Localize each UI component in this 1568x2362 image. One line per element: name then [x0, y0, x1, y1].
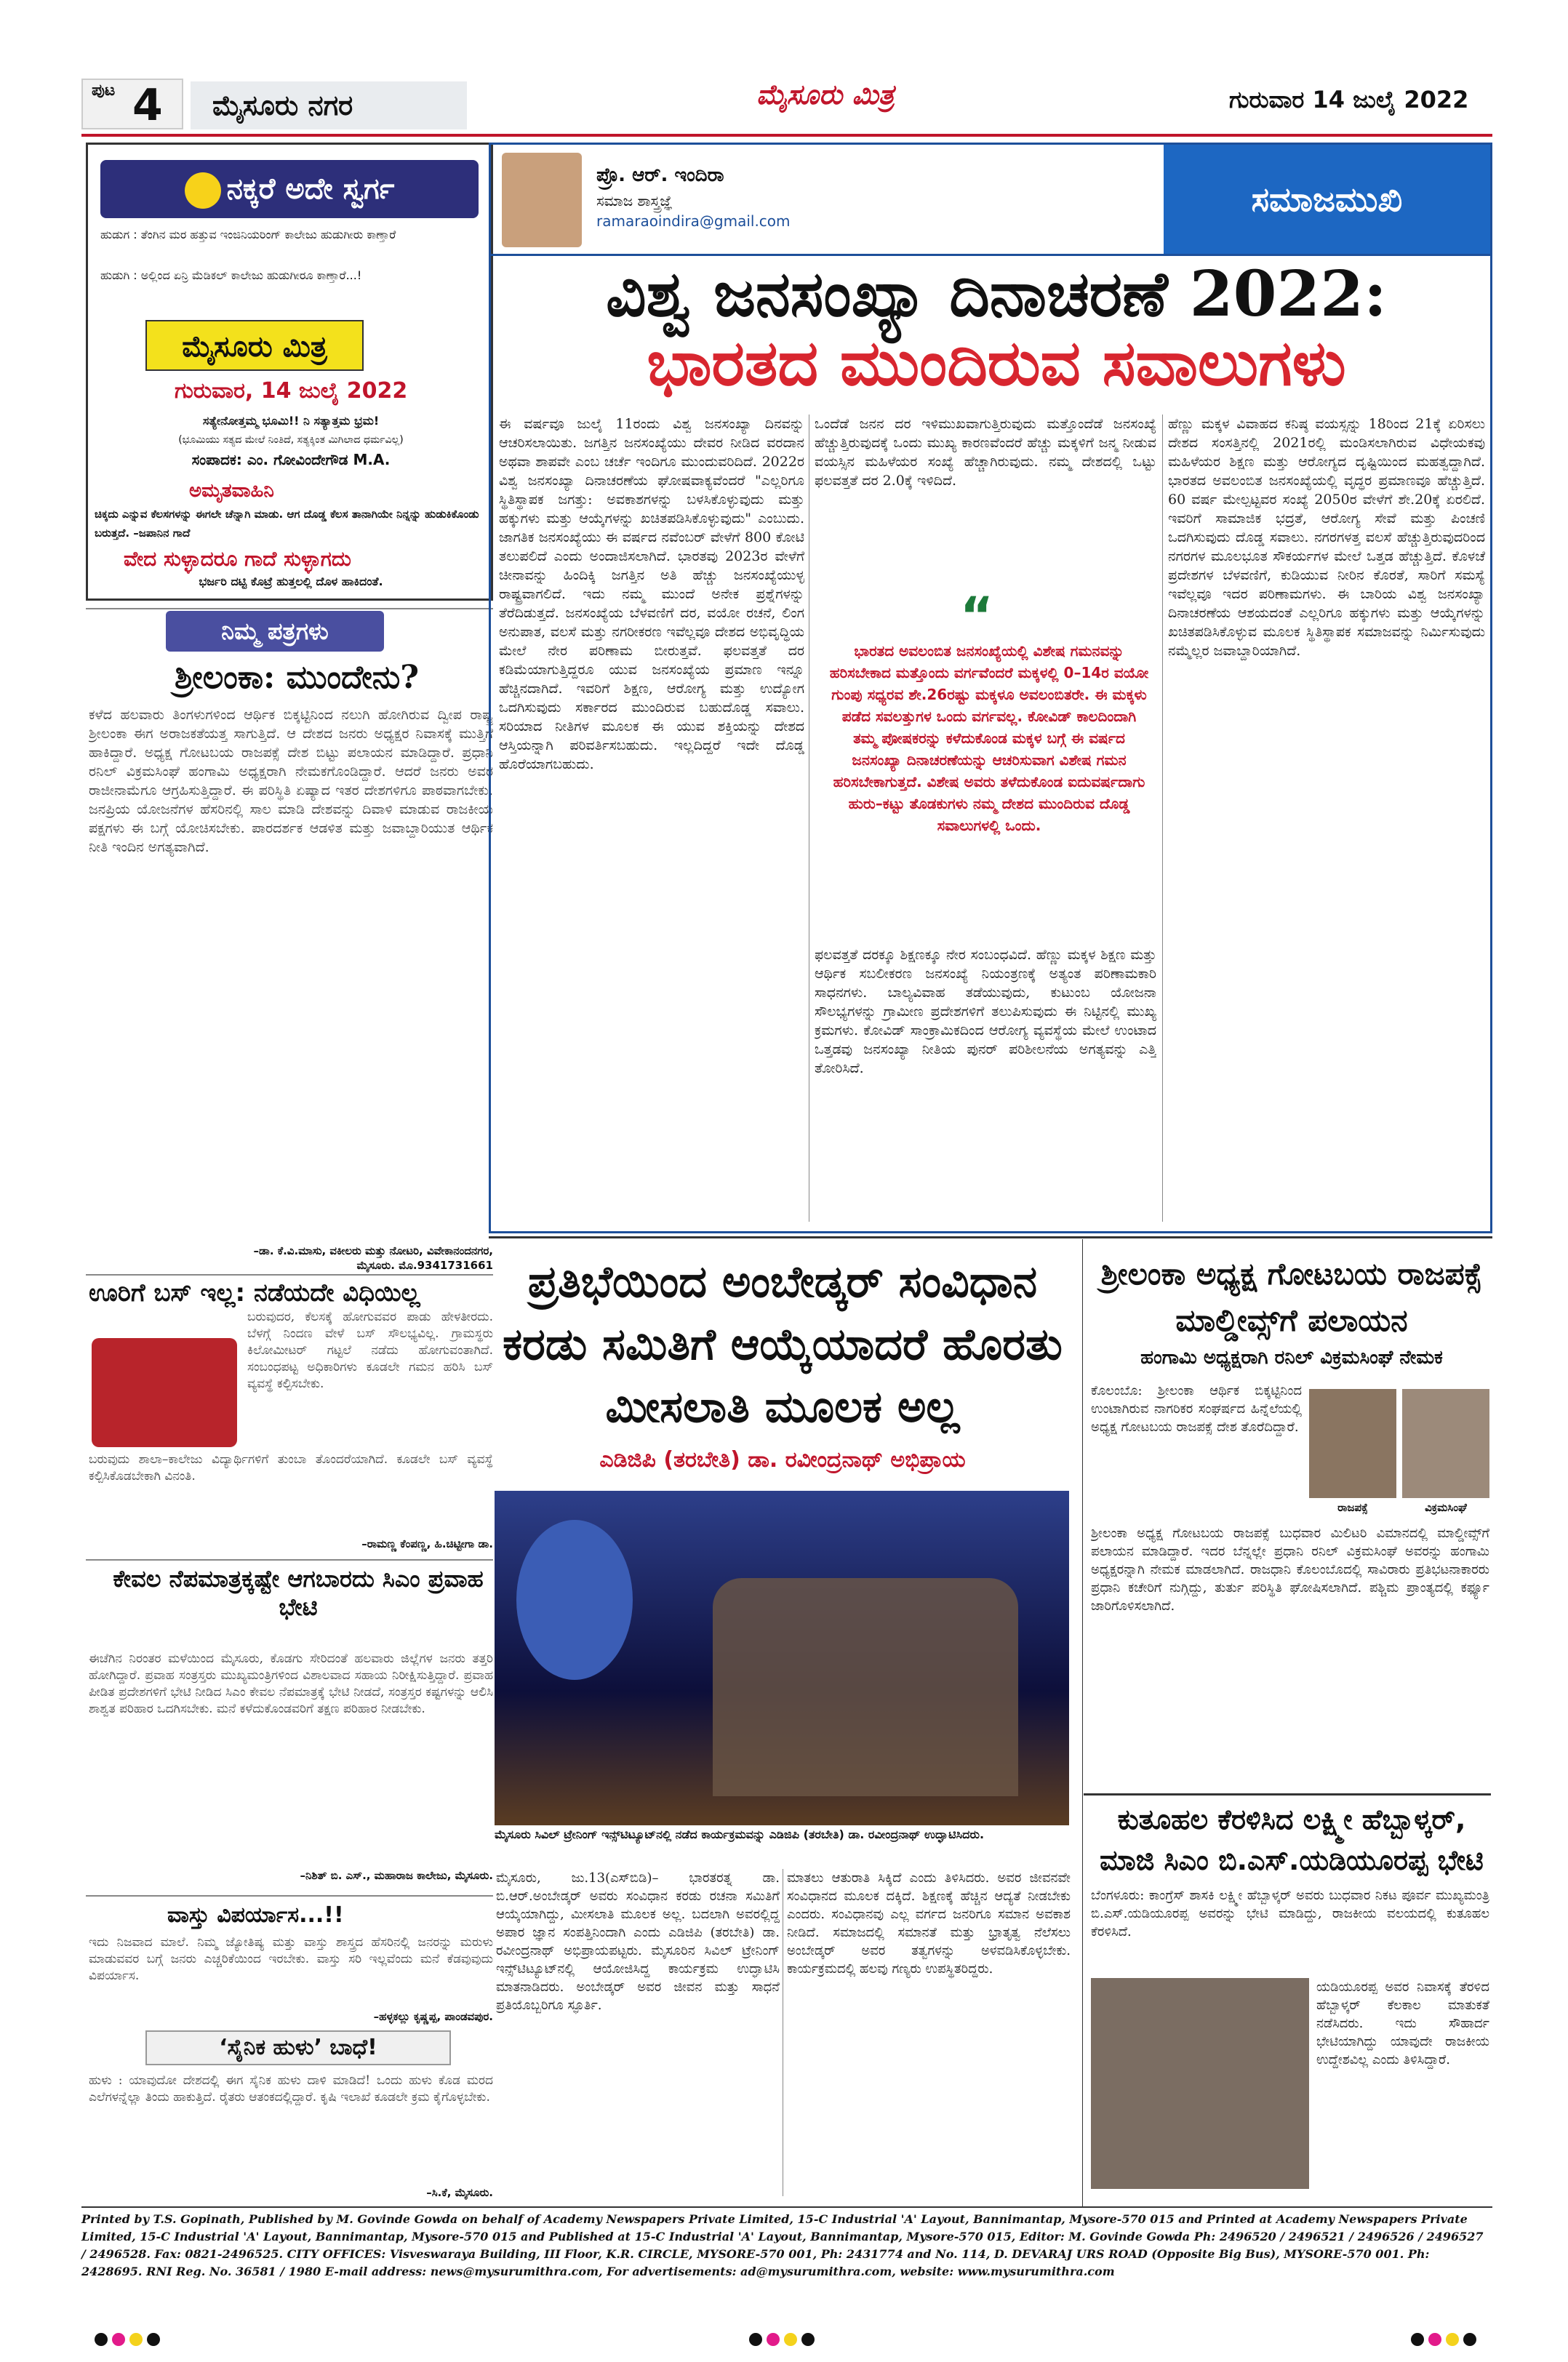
joke-line-1: ಹುಡುಗ : ತೆಂಗಿನ ಮರ ಹತ್ತುವ ಇಂಜಿನಿಯರಿಂಗ್ ಕಾಲೇಜು ಹುಡುಗೀರು ಕಾಣ್ತಾರೆ [100, 228, 396, 241]
ambedkar-headline: ಪ್ರತಿಭೆಯಿಂದ ಅಂಬೇಡ್ಕರ್ ಸಂವಿಧಾನ ಕರಡು ಸಮಿತಿಗೆ ಆಯ್ಕೆಯಾದರೆ ಹೊರತು ಮೀಸಲಾತಿ ಮೂಲಕ ಅಲ್ಲ [503, 1257, 1063, 1433]
ambedkar-subheadline: ಎಡಿಜಿಪಿ (ತರಬೇತಿ) ಡಾ. ರವೀಂದ್ರನಾಥ್ ಅಭಿಪ್ರಾಯ [599, 1447, 966, 1473]
headline-line-1: ವಿಶ್ವ ಜನಸಂಖ್ಯಾ ದಿನಾಚರಣೆ 2022: [606, 257, 1387, 331]
proverb-title: ವೇದ ಸುಳ್ಳಾದರೂ ಗಾದೆ ಸುಳ್ಳಾಗದು [124, 547, 351, 571]
article-column-3: ಹೆಣ್ಣು ಮಕ್ಕಳ ವಿವಾಹದ ಕನಿಷ್ಠ ವಯಸ್ಸನ್ನು 18ರಿಂದ 21ಕ್ಕೆ ಏರಿಸಲು ದೇಶದ ಸಂಸತ್ತಿನಲ್ಲಿ 2021ರಲ್ಲಿ ಮಂಡಿಸಲಾಗಿರುವ ವಿಧೇಯಕವು ಮಹಿಳೆಯರ ಶಿಕ್ಷಣ ಮತ್ತು ಆರೋಗ್ಯದ ದೃಷ್ಟಿಯಿಂದ ಮಹತ್ವದ್ದಾಗಿದೆ. ಭಾರತದ ಅವಲಂಬಿತ ಜನಸಂಖ್ಯೆಯಲ್ಲಿ ವೃದ್ಧರ ಪ್ರಮಾಣವೂ ಹೆಚ್ಚುತ್ತಿದೆ. 60 ವರ್ಷ ಮೇಲ್ಪಟ್ಟವರ ಸಂಖ್ಯೆ 2050ರ ವೇಳೆಗೆ ಶೇ.20ಕ್ಕೆ ಏರಲಿದೆ. ಇವರಿಗೆ ಸಾಮಾಜಿಕ ಭದ್ರತೆ, ಆರೋಗ್ಯ ಸೇವೆ ಮತ್ತು ಪಿಂಚಣಿ ಒದಗಿಸುವುದು ದೊಡ್ಡ ಸವಾಲು. ನಗರಗಳತ್ತ ವಲಸೆ ಹೆಚ್ಚುತ್ತಿರುವುದರಿಂದ ನಗರಗಳ ಮೂಲಭೂತ ಸೌಕರ್ಯಗಳ ಮೇಲೆ ಒತ್ತಡ ಹೆಚ್ಚುತ್ತಿದೆ. ಕೊಳಚೆ ಪ್ರದೇಶಗಳ ಬೆಳವಣಿಗೆ, ಕುಡಿಯುವ ನೀರಿನ ಕೊರತೆ, ಸಾರಿಗೆ ಸಮಸ್ಯೆ ಇವೆಲ್ಲವೂ ಇದರ ಪರಿಣಾಮಗಳು. ಈ ಬಾರಿಯ ವಿಶ್ವ ಜನಸಂಖ್ಯಾ ದಿನಾಚರಣೆಯ ಆಶಯದಂತೆ ಎಲ್ಲರಿಗೂ ಹಕ್ಕುಗಳು ಮತ್ತು ಆಯ್ಕೆಗಳನ್ನು ಖಚಿತಪಡಿಸಿಕೊಳ್ಳುವ ಮೂಲಕ ಸ್ಥಿತಿಸ್ಥಾಪಕ ಸಮಾಜವನ್ನು ನಿರ್ಮಿಸುವುದು ನಮ್ಮೆಲ್ಲರ ಜವಾಬ್ದಾರಿಯಾಗಿದೆ. [1168, 416, 1485, 659]
column-divider [1082, 1239, 1083, 2206]
joke-title: ನಕ್ಕರೆ ಅದೇ ಸ್ವರ್ಗ [226, 172, 395, 206]
bus-photo [92, 1338, 237, 1447]
letter-2-signature: –ರಾಮಣ್ಣ ಕೆಂಪಣ್ಣ, ಹಿ.ಚಿಟ್ಟೀಗಾ ಡಾ. [361, 1537, 493, 1550]
quote-icon: “ [960, 586, 994, 646]
rajapaksa-photo [1309, 1389, 1396, 1498]
letter-3-title: ಕೇವಲ ನೆಪಮಾತ್ರಕ್ಕಷ್ಟೇ ಆಗಬಾರದು ಸಿಎಂ ಪ್ರವಾಹ ಭೇಟಿ [113, 1565, 484, 1621]
motto: ಸತ್ಯೇನೋತ್ತಮ್ಮ ಭೂಮಿ!! ನಿ ಸತ್ಯಾತ್ತಮ ಭ್ರಮ! [202, 414, 380, 428]
photo-caption-2: ವಿಕ್ರಮಸಿಂಘೆ [1425, 1501, 1467, 1514]
page-label: ಪುಟ [92, 81, 116, 100]
pull-quote: ಭಾರತದ ಅವಲಂಬಿತ ಜನಸಂಖ್ಯೆಯಲ್ಲಿ ವಿಶೇಷ ಗಮನವನ್ನು ಹರಿಸಬೇಕಾದ ಮತ್ತೊಂದು ವರ್ಗವೆಂದರೆ ಮಕ್ಕಳಲ್ಲಿ 0–14ರ ವಯೋ ಗುಂಪು ಸಧ್ಯರವ ಶೇ.26ರಷ್ಟು ಮಕ್ಕಳೂ ಅವಲಂಬಿತರೇ. ಈ ಮಕ್ಕಳು ಪಡೆದ ಸವಲತ್ತುಗಳ ಒಂದು ವರ್ಗವಲ್ಲ. ಕೋವಿಡ್ ಕಾಲದಿಂದಾಗಿ ತಮ್ಮ ಪೋಷಕರನ್ನು ಕಳೆದುಕೊಂಡ ಮಕ್ಕಳ ಬಗ್ಗೆ ಈ ವರ್ಷದ ಜನಸಂಖ್ಯಾ ದಿನಾಚರಣೆಯನ್ನು ಆಚರಿಸುವಾಗ ವಿಶೇಷ ಗಮನ ಹರಿಸಬೇಕಾಗುತ್ತದೆ. ವಿಶೇಷ ಅವರು ತಳೆದುಕೊಂಡ ಐದುವರ್ಷದಾಗು ಹುರು–ಕಟ್ಟು ತೊಡಕುಗಳು ನಮ್ಮ ದೇಶದ ಮುಂದಿರುವ ದೊಡ್ಡ ಸವಾಲುಗಳಲ್ಲಿ ಒಂದು. [829, 642, 1149, 834]
joke-line-2: ಹುಡುಗಿ : ಅಲ್ಲಿಂದ ಏನ್ರಿ ಮೆಡಿಕಲ್ ಕಾಲೇಜು ಹುಡುಗೀರೂ ಕಾಣ್ತಾರೆ...! [100, 268, 362, 282]
article-column-2-top: ಒಂದೆಡೆ ಜನನ ದರ ಇಳಿಮುಖವಾಗುತ್ತಿರುವುದು ಮತ್ತೊಂದೆಡೆ ಜನಸಂಖ್ಯೆ ಹೆಚ್ಚುತ್ತಿರುವುದಕ್ಕೆ ಒಂದು ಮುಖ್ಯ ಕಾರಣವೆಂದರೆ ಹೆಚ್ಚು ಮಕ್ಕಳಿಗೆ ಜನ್ಮ ನೀಡುವ ವಯಸ್ಸಿನ ಮಹಿಳೆಯರ ಸಂಖ್ಯೆ ಹೆಚ್ಚಾಗಿರುವುದು. ನಮ್ಮ ದೇಶದಲ್ಲಿ ಒಟ್ಟು ಫಲವತ್ತತೆ ದರ 2.0ಕ್ಕೆ ಇಳಿದಿದೆ. [815, 416, 1156, 489]
letter-3-body: ಈಚೆಗಿನ ನಿರಂತರ ಮಳೆಯಿಂದ ಮೈಸೂರು, ಕೊಡಗು ಸೇರಿದಂತೆ ಹಲವಾರು ಜಿಲ್ಲೆಗಳ ಜನರು ತತ್ತರಿ ಹೋಗಿದ್ದಾರೆ. ಪ್ರವಾಹ ಸಂತ್ರಸ್ತರು ಮುಖ್ಯಮಂತ್ರಿಗಳಿಂದ ವಿಶಾಲವಾದ ಸಹಾಯ ನಿರೀಕ್ಷಿಸುತ್ತಿದ್ದಾರೆ. ಪ್ರವಾಹ ಪೀಡಿತ ಪ್ರದೇಶಗಳಿಗೆ ಭೇಟಿ ನೀಡಿದ ಸಿಎಂ ಕೇವಲ ನೆಪಮಾತ್ರಕ್ಕೆ ಭೇಟಿ ನೀಡದೆ, ಸಂತ್ರಸ್ತರ ಕಷ್ಟಗಳನ್ನು ಆಲಿಸಿ ಶಾಶ್ವತ ಪರಿಹಾರ ಒದಗಿಸಬೇಕು. ಮನೆ ಕಳೆದುಕೊಂಡವರಿಗೆ ತಕ್ಷಣ ಪರಿಹಾರ ನೀಡಬೇಕು. [89, 1652, 493, 1716]
divider [86, 608, 493, 609]
letter-1-signature: –ಡಾ. ಕೆ.ವಿ.ಮಾಸು, ವಕೀಲರು ಮತ್ತು ನೋಟರಿ, ವಿವೇಕಾನಂದನಗರ, ಮೈಸೂರು. ಮೊ.9341731661 [253, 1244, 493, 1272]
srilanka-body-2: ಶ್ರೀಲಂಕಾ ಅಧ್ಯಕ್ಷ ಗೋಟಬಯ ರಾಜಪಕ್ಸೆ ಬುಧವಾರ ಮಿಲಿಟರಿ ವಿಮಾನದಲ್ಲಿ ಮಾಲ್ಡೀವ್ಸ್‌ಗೆ ಪಲಾಯನ ಮಾಡಿದ್ದಾರೆ. ಇದರ ಬೆನ್ನಲ್ಲೇ ಪ್ರಧಾನಿ ರನಿಲ್ ವಿಕ್ರಮಸಿಂಘೆ ಅವರನ್ನು ಹಂಗಾಮಿ ಅಧ್ಯಕ್ಷರನ್ನಾಗಿ ನೇಮಕ ಮಾಡಲಾಗಿದೆ. ರಾಜಧಾನಿ ಕೊಲಂಬೊದಲ್ಲಿ ಸಾವಿರಾರು ಪ್ರತಿಭಟನಾಕಾರರು ಪ್ರಧಾನಿ ಕಚೇರಿಗೆ ನುಗ್ಗಿದ್ದು, ತುರ್ತು ಪರಿಸ್ಥಿತಿ ಘೋಷಿಸಲಾಗಿದೆ. ಪಶ್ಚಿಮ ಪ್ರಾಂತ್ಯದಲ್ಲಿ ಕರ್ಫ್ಯೂ ಜಾರಿಗೊಳಿಸಲಾಗಿದೆ. [1091, 1526, 1489, 1614]
registration-dot [129, 2333, 143, 2346]
wickremesinghe-photo [1402, 1389, 1489, 1498]
column-banner: ಸಮಾಜಮುಖಿ [1164, 145, 1490, 254]
letter-4-signature: –ಹಳ್ಳಕಲ್ಲು ಕೃಷ್ಣಪ್ಪ, ಪಾಂಡವಪುರ. [373, 2010, 493, 2023]
srilanka-headline: ಶ್ರೀಲಂಕಾ ಅಧ್ಯಕ್ಷ ಗೋಟಬಯ ರಾಜಪಕ್ಸೆ ಮಾಲ್ಡೀವ್ಸ್‌ಗೆ ಪಲಾಯನ [1100, 1256, 1483, 1338]
portrait-shape [516, 1520, 633, 1680]
letter-4-title: ವಾಸ್ತು ವಿಪರ್ಯಾಸ...!! [167, 1902, 344, 1928]
kutuhala-body-1: ಬೆಂಗಳೂರು: ಕಾಂಗ್ರೆಸ್ ಶಾಸಕಿ ಲಕ್ಷ್ಮೀ ಹೆಬ್ಬಾಳ್ಕರ್ ಅವರು ಬುಧವಾರ ನಿಕಟ ಪೂರ್ವ ಮುಖ್ಯಮಂತ್ರಿ ಬಿ.ಎಸ್.ಯಡಿಯೂರಪ್ಪ ಅವರನ್ನು ಭೇಟಿ ಮಾಡಿದ್ದು, ರಾಜಕೀಯ ವಲಯದಲ್ಲಿ ಕುತೂಹಲ ಕೆರಳಿಸಿದೆ. [1091, 1888, 1489, 1939]
footer-divider [81, 2206, 1492, 2208]
letter-5-title: ‘ಸೈನಿಕ ಹುಳು’ ಬಾಧೆ! [145, 2030, 451, 2065]
page-number-box [81, 79, 183, 129]
photo-caption: ಮೈಸೂರು ಸಿವಿಲ್ ಟ್ರೇನಿಂಗ್ ಇನ್ಸ್‌ಟಿಟ್ಯೂಟ್‌ನಲ್ಲಿ ನಡೆದ ಕಾರ್ಯಕ್ರಮವನ್ನು ಎಡಿಜಿಪಿ (ತರಬೇತಿ) ಡಾ. ರವೀಂದ್ರನಾಥ್ ಉದ್ಘಾಟಿಸಿದರು. [495, 1827, 985, 1841]
page-number: 4 [132, 80, 163, 131]
header-date: ಗುರುವಾರ 14 ಜುಲೈ 2022 [1229, 86, 1469, 113]
smiley-icon [185, 172, 221, 209]
divider [86, 1895, 493, 1897]
header-divider [81, 134, 1492, 137]
registration-dot [749, 2333, 762, 2346]
kutuhala-body-2: ಯಡಿಯೂರಪ್ಪ ಅವರ ನಿವಾಸಕ್ಕೆ ತೆರಳಿದ ಹೆಬ್ಬಾಳ್ಕರ್ ಕೆಲಕಾಲ ಮಾತುಕತೆ ನಡೆಸಿದರು. ಇದು ಸೌಹಾರ್ದ ಭೇಟಿಯಾಗಿದ್ದು ಯಾವುದೇ ರಾಜಕೀಯ ಉದ್ದೇಶವಿಲ್ಲ ಎಂದು ತಿಳಿಸಿದ್ದಾರೆ. [1316, 1979, 1489, 2067]
photo-caption-1: ರಾಜಪಕ್ಸೆ [1337, 1501, 1368, 1514]
column-divider [1162, 415, 1163, 1222]
letter-2-body-cont: ಬರುವುದು ಶಾಲಾ–ಕಾಲೇಜು ವಿದ್ಯಾರ್ಥಿಗಳಿಗೆ ತುಂಬಾ ತೊಂದರೆಯಾಗಿದೆ. ಕೂಡಲೇ ಬಸ್ ವ್ಯವಸ್ಥೆ ಕಲ್ಪಿಸಿಕೊಡಬೇಕಾಗಿ ವಿನಂತಿ. [89, 1452, 493, 1484]
people-shape [713, 1578, 1018, 1796]
motto-translation: (ಭೂಮಿಯು ಸತ್ಯದ ಮೇಲೆ ನಿಂತಿದೆ, ಸತ್ಯಕ್ಕಿಂತ ಮಿಗಿಲಾದ ಧರ್ಮವಿಲ್ಲ) [178, 434, 404, 446]
registration-dot [784, 2333, 797, 2346]
author-email[interactable]: ramaraoindira@gmail.com [596, 212, 791, 230]
article-column-2-bottom: ಫಲವತ್ತತೆ ದರಕ್ಕೂ ಶಿಕ್ಷಣಕ್ಕೂ ನೇರ ಸಂಬಂಧವಿದೆ. ಹೆಣ್ಣು ಮಕ್ಕಳ ಶಿಕ್ಷಣ ಮತ್ತು ಆರ್ಥಿಕ ಸಬಲೀಕರಣ ಜನಸಂಖ್ಯೆ ನಿಯಂತ್ರಣಕ್ಕೆ ಅತ್ಯಂತ ಪರಿಣಾಮಕಾರಿ ಸಾಧನಗಳು. ಬಾಲ್ಯವಿವಾಹ ತಡೆಯುವುದು, ಕುಟುಂಬ ಯೋಜನಾ ಸೌಲಭ್ಯಗಳನ್ನು ಗ್ರಾಮೀಣ ಪ್ರದೇಶಗಳಿಗೆ ತಲುಪಿಸುವುದು ಈ ನಿಟ್ಟಿನಲ್ಲಿ ಮುಖ್ಯ ಕ್ರಮಗಳು. ಕೋವಿಡ್ ಸಾಂಕ್ರಾಮಿಕದಿಂದ ಆರೋಗ್ಯ ವ್ಯವಸ್ಥೆಯ ಮೇಲೆ ಉಂಟಾದ ಒತ್ತಡವು ಜನಸಂಖ್ಯಾ ನೀತಿಯ ಪುನರ್ ಪರಿಶೀಲನೆಯ ಅಗತ್ಯವನ್ನು ಎತ್ತಿ ತೋರಿಸಿದೆ. [815, 947, 1156, 1076]
registration-dot [1411, 2333, 1424, 2346]
registration-dot [767, 2333, 780, 2346]
ambedkar-column-2: ಮಾತಲು ಆತುರಾತಿ ಸಿಕ್ಕಿದೆ ಎಂದು ತಿಳಿಸಿದರು. ಅವರ ಜೀವನವೇ ಸಂವಿಧಾನದ ಮೂಲಕ ದಕ್ಕಿದೆ. ಶಿಕ್ಷಣಕ್ಕೆ ಹೆಚ್ಚಿನ ಆದ್ಯತೆ ನೀಡಬೇಕು ಎಂದರು. ಸಂವಿಧಾನವು ಎಲ್ಲ ವರ್ಗದ ಜನರಿಗೂ ಸಮಾನ ಅವಕಾಶ ನೀಡಿದೆ. ಸಮಾಜದಲ್ಲಿ ಸಮಾನತೆ ಮತ್ತು ಭ್ರಾತೃತ್ವ ನೆಲೆಸಲು ಅಂಬೇಡ್ಕರ್ ಅವರ ತತ್ವಗಳನ್ನು ಅಳವಡಿಸಿಕೊಳ್ಳಬೇಕು. ಕಾರ್ಯಕ್ರಮದಲ್ಲಿ ಹಲವು ಗಣ್ಯರು ಉಪಸ್ಥಿತರಿದ್ದರು. [787, 1870, 1071, 1977]
meeting-photo [1091, 1978, 1309, 2189]
author-title: ಸಮಾಜ ಶಾಸ್ತ್ರಜ್ಞೆ [596, 192, 673, 209]
registration-dot [112, 2333, 125, 2346]
proverb-text: ಭರ್ಜರಿ ದಟ್ಟಿ ಕೊಟ್ರೆ ಹುತ್ತಲಲ್ಲಿ ದೊಳ ಹಾಕಿದಂತೆ. [199, 575, 383, 588]
registration-dot [95, 2333, 108, 2346]
author-photo [502, 153, 582, 247]
kutuhala-headline: ಕುತೂಹಲ ಕೆರಳಿಸಿದ ಲಕ್ಷ್ಮೀ ಹೆಬ್ಬಾಳ್ಕರ್, ಮಾಜಿ ಸಿಎಂ ಬಿ.ಎಸ್.ಯಡಿಯೂರಪ್ಪ ಭೇಟಿ [1100, 1803, 1484, 1876]
registration-dot [1428, 2333, 1441, 2346]
letter-4-body: ಇದು ನಿಜವಾದ ಮಾಲೆ. ನಿಮ್ಮ ಜ್ಯೋತಿಷ್ಯ ಮತ್ತು ವಾಸ್ತು ಶಾಸ್ತ್ರದ ಹೆಸರಿನಲ್ಲಿ ಜನರನ್ನು ಮರುಳು ಮಾಡುವವರ ಬಗ್ಗೆ ಜನರು ಎಚ್ಚರಿಕೆಯಿಂದ ಇರಬೇಕು. ವಾಸ್ತು ಸರಿ ಇಲ್ಲವೆಂದು ಮನೆ ಕೆಡವುವುದು ವಿಪರ್ಯಾಸ. [89, 1935, 493, 1983]
srilanka-subheadline: ಹಂಗಾಮಿ ಅಧ್ಯಕ್ಷರಾಗಿ ರನಿಲ್ ವಿಕ್ರಮಸಿಂಘೆ ನೇಮಕ [1140, 1347, 1443, 1369]
registration-dot [147, 2333, 160, 2346]
joke-banner [100, 160, 479, 218]
amruthavahini-title: ಅಮೃತವಾಹಿನಿ [189, 480, 274, 502]
letter-3-signature: –ನಿಶಿತ್ ಬಿ. ಎಸ್., ಮಹಾರಾಜ ಕಾಲೇಜು, ಮೈಸೂರು. [300, 1869, 493, 1882]
newspaper-logo: ಮೈಸೂರು ಮಿತ್ರ [145, 320, 364, 371]
article-column-1: ಈ ವರ್ಷವೂ ಜುಲೈ 11ರಂದು ವಿಶ್ವ ಜನಸಂಖ್ಯಾ ದಿನವನ್ನು ಆಚರಿಸಲಾಯಿತು. ಜಗತ್ತಿನ ಜನಸಂಖ್ಯೆಯು ದೇವರ ನೀಡಿದ ವರದಾನ ಅಥವಾ ಶಾಪವೇ ಎಂಬ ಚರ್ಚೆ ಇಂದಿಗೂ ಮುಂದುವರಿದಿದೆ. 2022ರ ವಿಶ್ವ ಜನಸಂಖ್ಯಾ ದಿನಾಚರಣೆಯ ಘೋಷವಾಕ್ಯವೆಂದರೆ "ಎಲ್ಲರಿಗೂ ಸ್ಥಿತಿಸ್ಥಾಪಕ ಜಗತ್ತು: ಅವಕಾಶಗಳನ್ನು ಬಳಸಿಕೊಳ್ಳುವುದು ಮತ್ತು ಹಕ್ಕುಗಳು ಮತ್ತು ಆಯ್ಕೆಗಳನ್ನು ಖಚಿತಪಡಿಸಿಕೊಳ್ಳುವುದು" ಎಂಬುದು. ಜಾಗತಿಕ ಜನಸಂಖ್ಯೆಯು ಈ ವರ್ಷದ ನವೆಂಬರ್ ವೇಳೆಗೆ 800 ಕೋಟಿ ತಲುಪಲಿದೆ ಎಂದು ಅಂದಾಜಿಸಲಾಗಿದೆ. ಭಾರತವು 2023ರ ವೇಳೆಗೆ ಚೀನಾವನ್ನು ಹಿಂದಿಕ್ಕಿ ಜಗತ್ತಿನ ಅತಿ ಹೆಚ್ಚು ಜನಸಂಖ್ಯೆಯುಳ್ಳ ರಾಷ್ಟ್ರವಾಗಲಿದೆ. ಇದು ನಮ್ಮ ಮುಂದೆ ಅನೇಕ ಪ್ರಶ್ನೆಗಳನ್ನು ತೆರೆದಿಡುತ್ತದೆ. ಜನಸಂಖ್ಯೆಯ ಬೆಳವಣಿಗೆ ದರ, ವಯೋ ರಚನೆ, ಲಿಂಗ ಅನುಪಾತ, ವಲಸೆ ಮತ್ತು ನಗರೀಕರಣ ಇವೆಲ್ಲವೂ ದೇಶದ ಅಭಿವೃದ್ಧಿಯ ಮೇಲೆ ನೇರ ಪರಿಣಾಮ ಬೀರುತ್ತವೆ. ಫಲವತ್ತತೆ ದರ ಕಡಿಮೆಯಾಗುತ್ತಿದ್ದರೂ ಯುವ ಜನಸಂಖ್ಯೆಯ ಪ್ರಮಾಣ ಇನ್ನೂ ಹೆಚ್ಚಿನದಾಗಿದೆ. ಇವರಿಗೆ ಶಿಕ್ಷಣ, ಆರೋಗ್ಯ ಮತ್ತು ಉದ್ಯೋಗ ಒದಗಿಸುವುದು ಸರ್ಕಾರದ ಮುಂದಿರುವ ಬಹುದೊಡ್ಡ ಸವಾಲು. ಸರಿಯಾದ ನೀತಿಗಳ ಮೂಲಕ ಈ ಯುವ ಶಕ್ತಿಯನ್ನು ದೇಶದ ಆಸ್ತಿಯನ್ನಾಗಿ ಪರಿವರ್ತಿಸಬಹುದು. ಇಲ್ಲದಿದ್ದರೆ ಇದೇ ದೊಡ್ಡ ಹೊರೆಯಾಗಬಹುದು. [499, 416, 804, 772]
issue-date: ಗುರುವಾರ, 14 ಜುಲೈ 2022 [175, 378, 408, 404]
headline-line-2: ಭಾರತದ ಮುಂದಿರುವ ಸವಾಲುಗಳು [647, 327, 1346, 400]
author-name: ಪ್ರೊ. ಆರ್. ಇಂದಿರಾ [596, 164, 724, 186]
registration-dot [1446, 2333, 1459, 2346]
letter-2-body: ಬರುವುದರ, ಕೆಲಸಕ್ಕೆ ಹೋಗುವವರ ಪಾಡು ಹೇಳತೀರದು. ಬೆಳಗ್ಗೆ ನಿಂದಣ ವೇಳೆ ಬಸ್ ಸೌಲಭ್ಯವಿಲ್ಲ. ಗ್ರಾಮಸ್ಥರು ಕಿಲೋಮೀಟರ್ ಗಟ್ಟಲೆ ನಡೆದು ಹೋಗುವಂತಾಗಿದೆ. ಸಂಬಂಧಪಟ್ಟ ಅಧಿಕಾರಿಗಳು ಕೂಡಲೇ ಗಮನ ಹರಿಸಿ ಬಸ್ ವ್ಯವಸ್ಥೆ ಕಲ್ಪಿಸಬೇಕು. [247, 1310, 493, 1391]
masthead-logo: ಮೈಸೂರು ಮಿತ್ರ [756, 79, 895, 111]
section-title: ಮೈಸೂರು ನಗರ [191, 81, 467, 129]
ambedkar-column-1: ಮೈಸೂರು, ಜು.13(ಎಸ್‌ಬಿಡಿ)– ಭಾರತರತ್ನ ಡಾ. ಬಿ.ಆರ್.ಅಂಬೇಡ್ಕರ್ ಅವರು ಸಂವಿಧಾನ ಕರಡು ರಚನಾ ಸಮಿತಿಗೆ ಆಯ್ಕೆಯಾಗಿದ್ದು, ಮೀಸಲಾತಿ ಮೂಲಕ ಅಲ್ಲ. ಬದಲಾಗಿ ಅವರಲ್ಲಿದ್ದ ಅಪಾರ ಜ್ಞಾನ ಸಂಪತ್ತಿನಿಂದಾಗಿ ಎಂದು ಎಡಿಜಿಪಿ (ತರಬೇತಿ) ಡಾ. ರವೀಂದ್ರನಾಥ್ ಅಭಿಪ್ರಾಯಪಟ್ಟರು. ಮೈಸೂರಿನ ಸಿವಿಲ್ ಟ್ರೇನಿಂಗ್ ಇನ್ಸ್‌ಟಿಟ್ಯೂಟ್‌ನಲ್ಲಿ ಆಯೋಜಿಸಿದ್ದ ಕಾರ್ಯಕ್ರಮ ಉದ್ಘಾಟಿಸಿ ಮಾತನಾಡಿದರು. ಅಂಬೇಡ್ಕರ್ ಅವರ ಜೀವನ ಮತ್ತು ಸಾಧನೆ ಪ್ರತಿಯೊಬ್ಬರಿಗೂ ಸ್ಫೂರ್ತಿ. [496, 1870, 780, 2013]
letter-1-body: ಕಳೆದ ಹಲವಾರು ತಿಂಗಳುಗಳಿಂದ ಆರ್ಥಿಕ ಬಿಕ್ಕಟ್ಟಿನಿಂದ ನಲುಗಿ ಹೋಗಿರುವ ದ್ವೀಪ ರಾಷ್ಟ್ರ ಶ್ರೀಲಂಕಾ ಈಗ ಅರಾಜಕತೆಯತ್ತ ಸಾಗುತ್ತಿದೆ. ಆ ದೇಶದ ಜನರು ಅಧ್ಯಕ್ಷರ ನಿವಾಸಕ್ಕೆ ಮುತ್ತಿಗೆ ಹಾಕಿದ್ದಾರೆ. ಅಧ್ಯಕ್ಷ ಗೋಟಬಯ ರಾಜಪಕ್ಸೆ ದೇಶ ಬಿಟ್ಟು ಪಲಾಯನ ಮಾಡಿದ್ದಾರೆ. ಪ್ರಧಾನಿ ರನಿಲ್ ವಿಕ್ರಮಸಿಂಘೆ ಹಂಗಾಮಿ ಅಧ್ಯಕ್ಷರಾಗಿ ನೇಮಕಗೊಂಡಿದ್ದಾರೆ. ಆದರೆ ಜನರು ಅವರ ರಾಜೀನಾಮೆಗೂ ಆಗ್ರಹಿಸುತ್ತಿದ್ದಾರೆ. ಈ ಪರಿಸ್ಥಿತಿ ಏಷ್ಯಾದ ಇತರ ದೇಶಗಳಿಗೂ ಪಾಠವಾಗಬೇಕು. ಜನಪ್ರಿಯ ಯೋಜನೆಗಳ ಹೆಸರಿನಲ್ಲಿ ಸಾಲ ಮಾಡಿ ದೇಶವನ್ನು ದಿವಾಳಿ ಮಾಡುವ ರಾಜಕೀಯ ಪಕ್ಷಗಳು ಈ ಬಗ್ಗೆ ಯೋಚಿಸಬೇಕು. ಪಾರದರ್ಶಕ ಆಡಳಿತ ಮತ್ತು ಜವಾಬ್ದಾರಿಯುತ ಆರ್ಥಿಕ ನೀತಿ ಇಂದಿನ ಅಗತ್ಯವಾಗಿದೆ. [89, 707, 493, 855]
registration-dot [1463, 2333, 1476, 2346]
editor-line: ಸಂಪಾದಕ: ಎಂ. ಗೋವಿಂದೇಗೌಡ M.A. [191, 451, 391, 468]
letter-1-title: ಶ್ರೀಲಂಕಾ: ಮುಂದೇನು? [175, 659, 420, 696]
letters-header: ನಿಮ್ಮ ಪತ್ರಗಳು [166, 611, 384, 652]
divider [1084, 1793, 1491, 1795]
registration-dot [801, 2333, 815, 2346]
amruthavahini-text: ಚಿಕ್ಕದು ಎನ್ನುವ ಕೆಲಸಗಳನ್ನು ಈಗಲೇ ಚೆನ್ನಾಗಿ ಮಾಡು. ಆಗ ದೊಡ್ಡ ಕೆಲಸ ತಾನಾಗಿಯೇ ನಿನ್ನನ್ನು ಹುಡುಕಿಕೊಂಡು ಬರುತ್ತದೆ. –ಜಪಾನಿನ ಗಾದೆ [95, 508, 479, 540]
imprint-footer: Printed by T.S. Gopinath, Published by M. Govinde Gowda on behalf of Academy Newspapers Private Limited, 15-C Industrial 'A' Layout, Bannimantap, Mysore-570 015 and Printed at Academy Newspapers Private Limited, 15-C Industrial 'A' Layout, Bannimantap, Mysore-570 015 and Published at 15-C Industrial 'A' Layout, Bannimantap, Mysore-570 015, Editor: M. Govinde Gowda Ph: 2496520 / 2496521 / 2496526 / 2496527 / 2496528. Fax: 0821-2496525. CITY OFFICES: Visveswaraya Building, III Floor, K.R. CIRCLE, MYSORE-570 001, Ph: 2431774 and No. 114, D. DEVARAJ URS ROAD (Opposite Big Bus), MYSORE-570 001. Ph: 2428695. RNI Reg. No. 36581 / 1980 E-mail address: news@mysurumithra.com, For advertisements: ad@mysurumithra.com, website: www.mysurumithra.com [81, 2212, 1484, 2278]
letter-5-body: ಹುಳು : ಯಾವುದೋ ದೇಶದಲ್ಲಿ ಈಗ ಸೈನಿಕ ಹುಳು ದಾಳಿ ಮಾಡಿದೆ! ಒಂದು ಹುಳು ಕೊಡ ಮರದ ಎಲೆಗಳನ್ನೆಲ್ಲಾ ತಿಂದು ಹಾಕುತ್ತಿದೆ. ರೈತರು ಆತಂಕದಲ್ಲಿದ್ದಾರೆ. ಕೃಷಿ ಇಲಾಖೆ ಕೂಡಲೇ ಕ್ರಮ ಕೈಗೊಳ್ಳಬೇಕು. [89, 2073, 493, 2105]
letter-5-signature: –ಸಿ.ಕೆ, ಮೈಸೂರು. [426, 2186, 493, 2199]
divider [86, 1559, 493, 1561]
divider [86, 1274, 493, 1276]
letter-2-title: ಊರಿಗೆ ಬಸ್ ಇಲ್ಲ: ನಡೆಯದೇ ವಿಧಿಯಿಲ್ಲ [89, 1278, 420, 1308]
divider [489, 1236, 1492, 1238]
event-photo [495, 1491, 1069, 1825]
srilanka-body-1: ಕೊಲಂಬೊ: ಶ್ರೀಲಂಕಾ ಆರ್ಥಿಕ ಬಿಕ್ಕಟ್ಟಿನಿಂದ ಉಂಟಾಗಿರುವ ನಾಗರಿಕರ ಸಂಘರ್ಷದ ಹಿನ್ನೆಲೆಯಲ್ಲಿ ಅಧ್ಯಕ್ಷ ಗೋಟಬಯ ರಾಜಪಕ್ಸೆ ದೇಶ ತೊರೆದಿದ್ದಾರೆ. [1091, 1383, 1302, 1435]
